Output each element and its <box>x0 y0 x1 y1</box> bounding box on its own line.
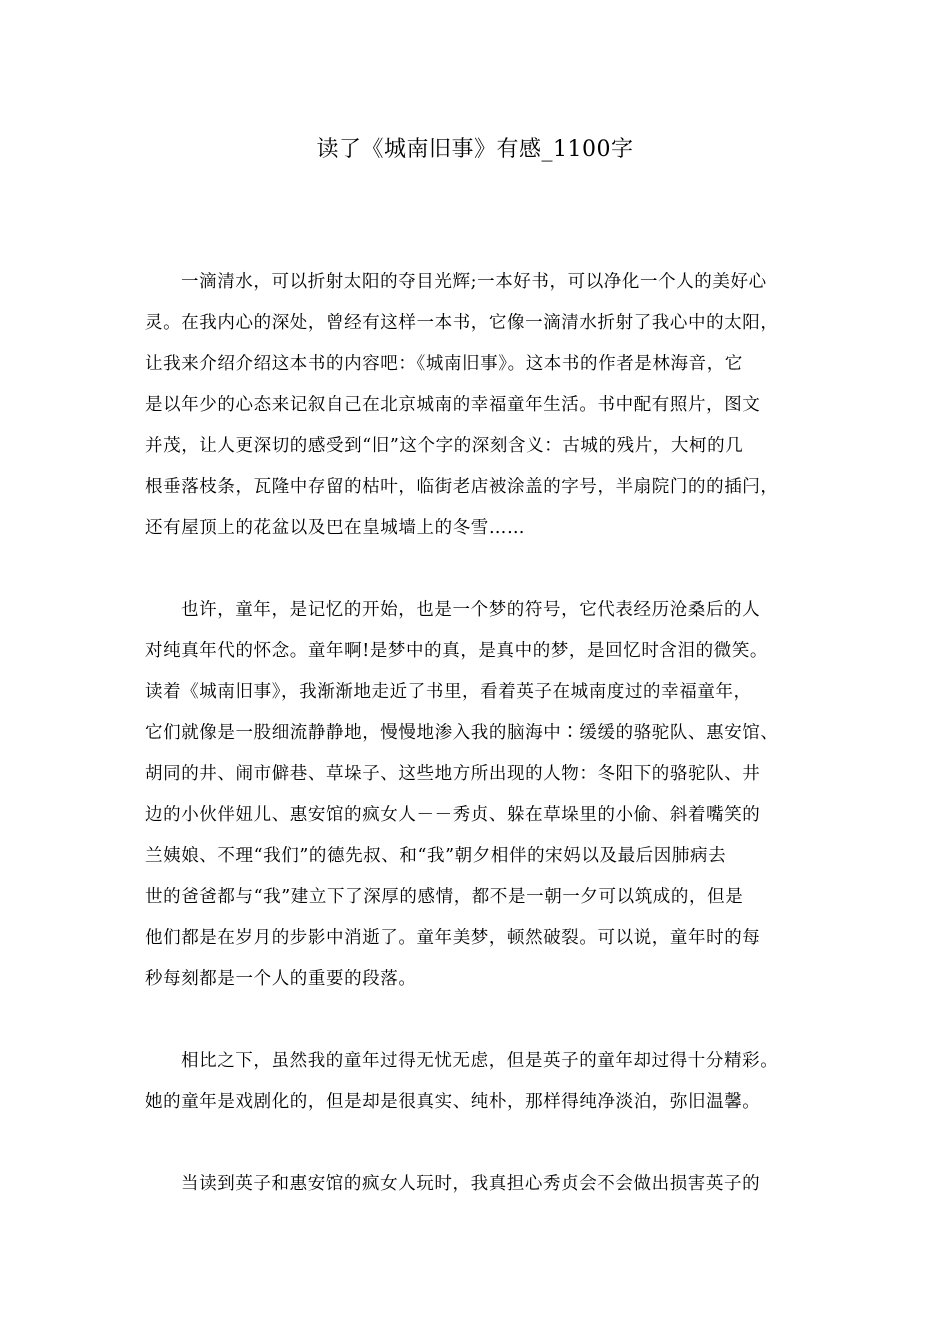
paragraph-line: 根垂落枝条，瓦隆中存留的枯叶，临街老店被涂盖的字号，半扇院门的的插闩， <box>145 477 779 497</box>
paragraph-line: 并茂，让人更深切的感受到“旧”这个字的深刻含义：古城的残片，大柯的几 <box>145 436 744 456</box>
paragraph-line: 胡同的井、闹市僻巷、草垛子、这些地方所出现的人物：冬阳下的骆驼队、井 <box>145 764 761 784</box>
paragraph-line: 读着《城南旧事》，我渐渐地走近了书里，看着英子在城南度过的幸福童年， <box>145 682 752 702</box>
paragraph-3 <box>145 1041 810 1123</box>
paragraph-line: 还有屋顶上的花盆以及巴在皇城墙上的冬雪…… <box>145 518 526 538</box>
paragraph-line: 是以年少的心态来记叙自己在北京城南的幸福童年生活。书中配有照片，图文 <box>145 395 761 415</box>
paragraph-line: 也许，童年，是记忆的开始，也是一个梦的符号，它代表经历沧桑后的人 <box>181 600 761 620</box>
paragraph-line: 她的童年是戏剧化的，但是却是很真实、纯朴，那样得纯净淡泊，弥旧温馨。 <box>145 1092 761 1112</box>
paragraph-line: 一滴清水，可以折射太阳的夺目光辉;一本好书，可以净化一个人的美好心 <box>181 272 767 292</box>
paragraph-line: 他们都是在岁月的步影中消逝了。童年美梦，顿然破裂。可以说，童年时的每 <box>145 928 761 948</box>
paragraph-line: 它们就像是一股细流静静地，慢慢地渗入我的脑海中∶缓缓的骆驼队、惠安馆、 <box>145 723 779 743</box>
paragraph-4 <box>145 1164 810 1205</box>
paragraph-line: 边的小伙伴妞儿、惠安馆的疯女人－－秀贞、躲在草垛里的小偷、斜着嘴笑的 <box>145 805 761 825</box>
paragraph-line: 对纯真年代的怀念。童年啊!是梦中的真，是真中的梦，是回忆时含泪的微笑。 <box>145 641 769 661</box>
paragraph-line: 当读到英子和惠安馆的疯女人玩时，我真担心秀贞会不会做出损害英子的 <box>181 1174 761 1194</box>
paragraph-line: 相比之下，虽然我的童年过得无忧无虑，但是英子的童年却过得十分精彩。 <box>181 1051 779 1071</box>
paragraph-2 <box>145 590 810 1000</box>
paragraph-line: 兰姨娘、不理“我们”的德先叔、和“我”朝夕相伴的宋妈以及最后因肺病去 <box>145 846 727 866</box>
paragraph-1 <box>145 262 810 549</box>
paragraph-line: 灵。在我内心的深处，曾经有这样一本书，它像一滴清水折射了我心中的太阳， <box>145 313 779 333</box>
paragraph-line: 让我来介绍介绍这本书的内容吧：《城南旧事》。这本书的作者是林海音，它 <box>145 354 743 374</box>
document-title: 读了《城南旧事》有感_1100字 <box>316 137 634 162</box>
paragraph-line: 秒每刻都是一个人的重要的段落。 <box>145 969 417 989</box>
paragraph-line: 世的爸爸都与“我”建立下了深厚的感情，都不是一朝一夕可以筑成的，但是 <box>145 887 744 907</box>
document-body <box>145 262 810 1246</box>
